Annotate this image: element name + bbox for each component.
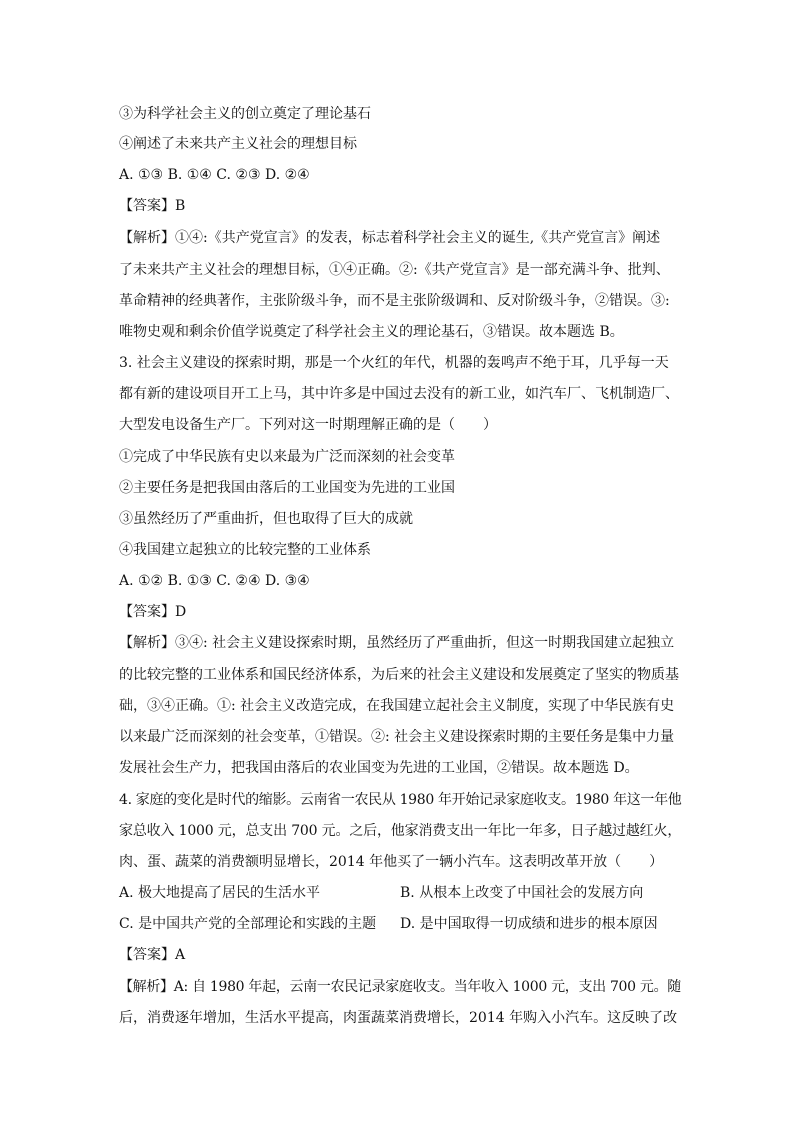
- choice-c: C. 是中国共产党的全部理论和实践的主题: [119, 916, 377, 932]
- explanation-line: 础，③④正确。①: 社会主义改造完成，在我国建立起社会主义制度，实现了中华民族有史: [119, 698, 675, 714]
- answer-label: 【答案】B: [119, 198, 186, 214]
- choice-b: B. 从根本上改变了中国社会的发展方向: [400, 885, 644, 901]
- question-stem-line: 家总收入 1000 元，总支出 700 元。之后，他家消费支出一年比一年多，日子越过越红火，: [119, 823, 682, 839]
- explanation-line: 后，消费逐年增加，生活水平提高，肉蛋蔬菜消费增长，2014 年购入小汽车。这反映了改: [119, 1010, 678, 1026]
- choice-a: A. 极大地提高了居民的生活水平: [119, 885, 321, 901]
- option-statement-3: ③为科学社会主义的创立奠定了理论基石: [119, 106, 371, 122]
- choice-d: D. 是中国取得一切成绩和进步的根本原因: [400, 916, 658, 932]
- choice-options: A. ①③ B. ①④ C. ②③ D. ②④: [119, 167, 310, 183]
- choice-options: A. ①② B. ①③ C. ②④ D. ③④: [119, 573, 310, 589]
- question-stem-line: 3. 社会主义建设的探索时期，那是一个火红的年代，机器的轰鸣声不绝于耳，几乎每一天: [119, 355, 669, 371]
- option-statement-3: ③虽然经历了严重曲折，但也取得了巨大的成就: [119, 511, 413, 527]
- option-statement-1: ①完成了中华民族有史以来最为广泛而深刻的社会变革: [119, 449, 455, 465]
- explanation-line: 唯物史观和剩余价值学说奠定了科学社会主义的理论基石，③错误。故本题选 B。: [119, 324, 624, 340]
- option-statement-4: ④阐述了未来共产主义社会的理想目标: [119, 136, 357, 152]
- question-stem-line: 都有新的建设项目开工上马，其中许多是中国过去没有的新工业，如汽车厂、飞机制造厂、: [119, 386, 679, 402]
- choice-row: [119, 915, 681, 933]
- question-stem-line: 4. 家庭的变化是时代的缩影。云南省一农民从 1980 年开始记录家庭收支。1980 年这一年他: [119, 792, 682, 808]
- explanation-line: 以来最广泛而深刻的社会变革，①错误。②: 社会主义建设探索时期的主要任务是集中力量: [119, 729, 675, 745]
- answer-label: 【答案】A: [119, 947, 186, 963]
- question-stem-line: 大型发电设备生产厂。下列对这一时期理解正确的是（ ）: [119, 417, 497, 433]
- explanation-line: 发展社会生产力，把我国由落后的农业国变为先进的工业国，②错误。故本题选 D。: [119, 760, 639, 776]
- explanation-line: 【解析】①④:《共产党宣言》的发表，标志着科学社会主义的诞生,《共产党宣言》阐述: [119, 230, 661, 246]
- option-statement-4: ④我国建立起独立的比较完整的工业体系: [119, 542, 371, 558]
- explanation-line: 革命精神的经典著作，主张阶级斗争，而不是主张阶级调和、反对阶级斗争，②错误。③:: [119, 293, 670, 309]
- explanation-line: 【解析】③④: 社会主义建设探索时期，虽然经历了严重曲折，但这一时期我国建立起独立: [119, 635, 675, 651]
- explanation-line: 了未来共产主义社会的理想目标，①④正确。②:《共产党宣言》是一部充满斗争、批判、: [119, 262, 670, 278]
- choice-row: [119, 884, 681, 902]
- answer-label: 【答案】D: [119, 604, 187, 620]
- question-stem-line: 肉、蛋、蔬菜的消费额明显增长，2014 年他买了一辆小汽车。这表明改革开放（ ）: [119, 854, 664, 870]
- explanation-line: 【解析】A: 自 1980 年起，云南一农民记录家庭收支。当年收入 1000 元，支出 700 元。随: [119, 979, 681, 995]
- explanation-line: 的比较完整的工业体系和国民经济体系，为后来的社会主义建设和发展奠定了坚实的物质基: [119, 667, 679, 683]
- option-statement-2: ②主要任务是把我国由落后的工业国变为先进的工业国: [119, 480, 455, 496]
